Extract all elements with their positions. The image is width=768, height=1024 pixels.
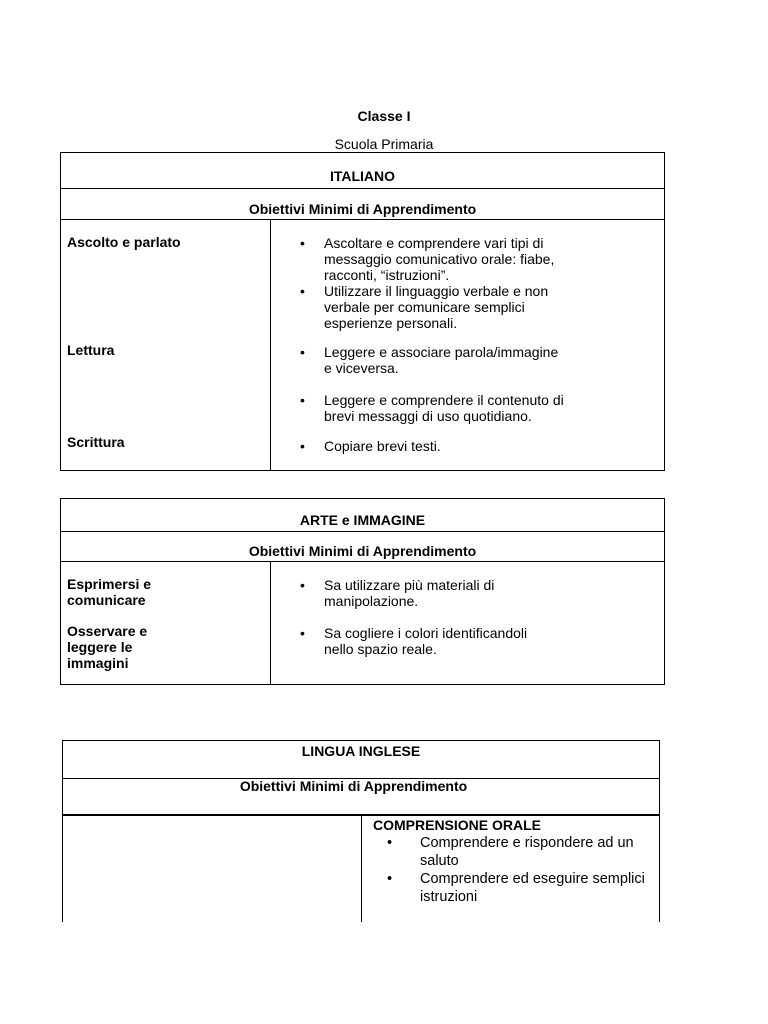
section-label-osservare: Osservare e leggere le immagini bbox=[67, 623, 148, 671]
list-item: • Leggere e associare parola/immagine e viceversa. bbox=[286, 344, 566, 376]
arte-title: ARTE e IMMAGINE bbox=[299, 512, 426, 528]
divider bbox=[61, 561, 664, 562]
page-subtitle: Scuola Primaria bbox=[334, 136, 434, 152]
section-label-comprensione: COMPRENSIONE ORALE bbox=[373, 817, 542, 833]
bullet-list-scrittura bbox=[286, 438, 566, 454]
column-divider bbox=[270, 219, 271, 470]
inglese-objectives-label: Obiettivi Minimi di Apprendimento bbox=[239, 778, 468, 794]
section-label-lettura: Lettura bbox=[67, 342, 115, 358]
list-item: • Copiare brevi testi. bbox=[286, 438, 566, 454]
section-label-ascolto: Ascolto e parlato bbox=[67, 234, 181, 250]
divider bbox=[61, 531, 664, 532]
list-item: • Leggere e comprendere il contenuto di brevi messaggi di uso quotidiano. bbox=[286, 392, 566, 424]
bullet-list-esprimersi bbox=[286, 577, 556, 609]
divider bbox=[61, 219, 664, 220]
inglese-table bbox=[62, 740, 660, 922]
list-item: • Sa utilizzare più materiali di manipolazione. bbox=[286, 577, 556, 609]
list-item: • Ascoltare e comprendere vari tipi di messaggio comunicativo orale: fiabe, racconti, “istruzioni”. bbox=[286, 235, 566, 283]
inglese-title: LINGUA INGLESE bbox=[301, 743, 421, 759]
section-label-esprimersi: Esprimersi e comunicare bbox=[67, 576, 152, 608]
page-title: Classe I bbox=[357, 108, 411, 124]
list-item: • Comprendere e rispondere ad un saluto bbox=[373, 834, 649, 870]
section-label-scrittura: Scrittura bbox=[67, 434, 125, 450]
column-divider bbox=[270, 561, 271, 684]
bullet-list-comprensione bbox=[373, 834, 649, 906]
list-item: • Sa cogliere i colori identificandoli nello spazio reale. bbox=[286, 625, 556, 657]
italiano-table bbox=[60, 152, 665, 471]
bullet-list-osservare bbox=[286, 625, 556, 657]
italiano-title: ITALIANO bbox=[329, 168, 396, 184]
column-divider bbox=[361, 815, 362, 922]
arte-table bbox=[60, 498, 665, 685]
list-item: • Comprendere ed eseguire semplici istruzioni bbox=[373, 870, 649, 906]
arte-objectives-label: Obiettivi Minimi di Apprendimento bbox=[248, 543, 477, 559]
italiano-objectives-label: Obiettivi Minimi di Apprendimento bbox=[248, 201, 477, 217]
bullet-list-ascolto bbox=[286, 235, 566, 331]
bullet-list-lettura bbox=[286, 344, 566, 424]
list-item: • Utilizzare il linguaggio verbale e non verbale per comunicare semplici esperienze personali. bbox=[286, 283, 566, 331]
divider bbox=[61, 188, 664, 189]
